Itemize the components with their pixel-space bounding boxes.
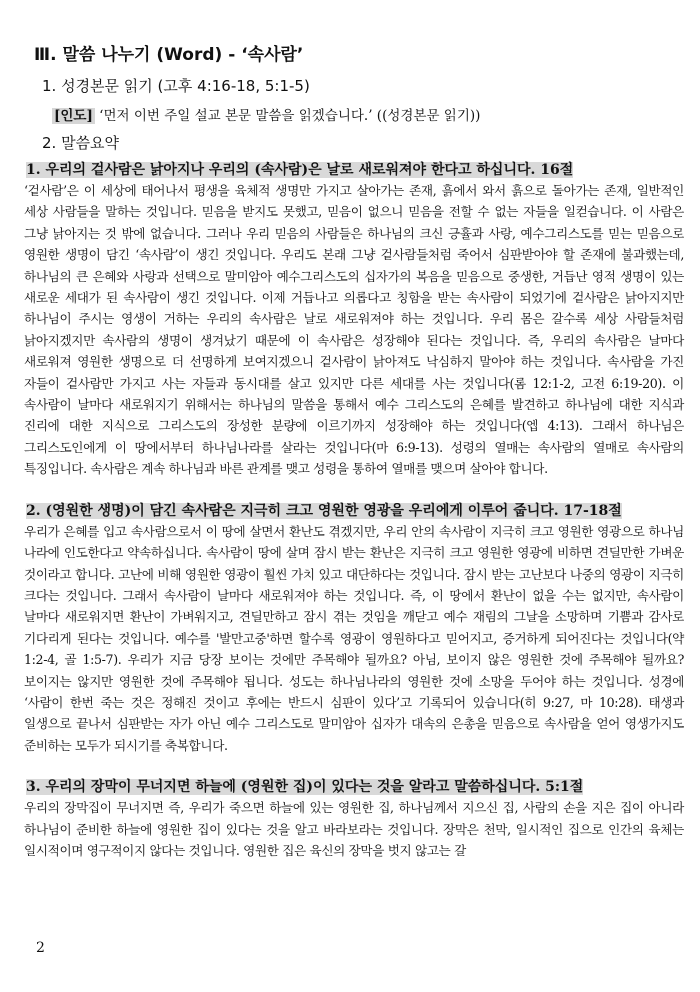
leader-intro	[52, 104, 684, 124]
summary-section-1	[24, 161, 684, 480]
page-number: 2	[36, 940, 45, 956]
leader-intro-text: ‘먼저 이번 주일 설교 본문 말씀을 읽겠습니다.’ ((성경본문 읽기))	[99, 108, 481, 124]
section-heading: Ⅲ. 말씀 나누기 (Word) - ‘속사람’	[34, 45, 304, 65]
summary-section-3	[24, 778, 684, 861]
summary-heading: 2. 말씀요약	[42, 134, 120, 152]
scripture-reading-heading: 1. 성경본문 읽기 (고후 4:16-18, 5:1-5)	[42, 77, 310, 95]
summary-section-body: 우리의 장막집이 무너지면 즉, 우리가 죽으면 하늘에 있는 영원한 집, 하나님께서 지으신 집, 사람의 손을 지은 집이 아니라 하나님이 준비한 하늘에 영원한 집이 있다는 것을 알고 바라보라는 것입니다. 장막은 천막, 일시적인 집으로 인간의 육체는 일시적이며 영구적이지 않다는 것입니다. 영원한 집은 육신의 장막을 벗지 않고는 갈	[24, 800, 684, 858]
summary-section-title: 2. (영원한 생명)이 담긴 속사람은 지극히 크고 영원한 영광을 우리에게 이루어 줍니다. 17-18절	[26, 502, 622, 519]
summary-section-body: ‘겉사람’은 이 세상에 태어나서 평생을 육체적 생명만 가지고 살아가는 존재, 흙에서 와서 흙으로 돌아가는 존재, 일반적인 세상 사람들을 말하는 것입니다. 믿음을 받지도 못했고, 믿음이 없으니 믿음을 전할 수 없는 자들을 일컫습니다. 이 사람은 그냥 낡아지는 것 밖에 없습니다. 그러나 우리 믿음의 사람들은 하나님의 크신 긍휼과 사랑, 예수그리스도를 믿는 믿음으로 영원한 생명이 담긴 ‘속사람’이 생긴 것입니다. 우리도 본래 그냥 겉사람들처럼 죽어서 심판받아야 할 존재에 불과했는데, 하나님의 큰 은혜와 사랑과 선택으로 말미암아 예수그리스도의 십자가의 복음을 믿음으로 중생한, 거듭난 영적 생명이 있는 새로운 세대가 된 속사람이 생긴 것입니다. 이제 거듭나고 의롭다고 칭함을 받는 속사람이 되었기에 겉사람은 낡아지지만 하나님이 주시는 영생이 거하는 우리의 속사람은 날로 새로워져야 하는 것입니다. 우리 몸은 갈수록 세상 사람들처럼 낡아지겠지만 속사람의 생명이 생겨났기 때문에 이 속사람은 성장해야 된다는 것입니다. 즉, 우리의 속사람은 날마다 새로워져 영원한 생명으로 더 선명하게 보여지겠으니 겉사람이 낡아져도 낙심하지 말아야 하는 것입니다. 속사람을 가진 자들이 겉사람만 가지고 사는 자들과 동시대를 살고 있지만 다른 세대를 사는 것입니다(롬 12:1-2, 고전 6:19-20). 이 속사람이 날마다 새로워지기 위해서는 하나님의 말씀을 통해서 예수 그리스도의 은혜를 발견하고 하나님에 대한 지식과 진리에 대한 지식으로 그리스도의 장성한 분량에 이르기까지 성장해야 하는 것입니다(엡 4:13). 그래서 하나님은 그리스도인에게 이 땅에서부터 하나님나라를 살라는 것입니다(마 6:9-13). 성령의 열매는 속사람의 열매로 속사람의 특징입니다. 속사람은 계속 하나님과 바른 관계를 맺고 성령을 통하여 열매를 맺으며 살아야 합니다.	[24, 183, 684, 477]
summary-section-2	[24, 502, 684, 756]
summary-section-title: 3. 우리의 장막이 무너지면 하늘에 (영원한 집)이 있다는 것을 알라고 말씀하십니다. 5:1절	[26, 779, 584, 796]
document-page	[24, 40, 684, 861]
summary-section-body: 우리가 은혜를 입고 속사람으로서 이 땅에 살면서 환난도 겪겠지만, 우리 안의 속사람이 지극히 크고 영원한 영광으로 하나님 나라에 인도한다고 약속하십니다. 속사람이 땅에 살며 잠시 받는 환난은 지극히 크고 영원한 영광에 비하면 견딜만한 가벼운 것이라고 합니다. 고난에 비해 영원한 영광이 훨씬 가치 있고 대단하다는 것입니다. 잠시 받는 고난보다 나중의 영광이 지극히 크다는 것입니다. 그래서 속사람이 날마다 새로워져야 하는 것입니다. 즉, 이 땅에서 환난이 없을 수는 없지만, 속사람이 날마다 새로워지면 환난이 가벼워지고, 견딜만하고 잠시 겪는 것임을 깨닫고 예수 재림의 그날을 소망하며 기쁨과 감사로 기다리게 된다는 것입니다. 예수를 '발만고중'하면 할수록 영광이 영원하다고 믿어지고, 증거하게 되어진다는 것입니다(약 1:2-4, 골 1:5-7). 우리가 지금 당장 보이는 것에만 주목해야 될까요? 아님, 보이지 않은 영원한 것에 주목해야 될까요? 보이지는 않지만 영원한 것에 주목해야 됩니다. 성도는 하나님나라의 영원한 것에 소망을 두어야 하는 것입니다. 성경에 ‘사람이 한번 죽는 것은 정해진 것이고 후에는 반드시 심판이 있다’고 기록되어 있습니다(히 9:27, 마 10:28). 태생과 일생으로 끝나서 심판받는 자가 아닌 예수 그리스도로 말미암아 십자가 대속의 은총을 믿음으로 속사람을 얻어 영생가지도 준비하는 모두가 되시기를 축복합니다.	[24, 523, 684, 753]
leader-tag: [인도]	[54, 108, 93, 124]
summary-section-title: 1. 우리의 겉사람은 낡아지나 우리의 (속사람)은 날로 새로워져야 한다고 하십니다. 16절	[26, 162, 574, 178]
